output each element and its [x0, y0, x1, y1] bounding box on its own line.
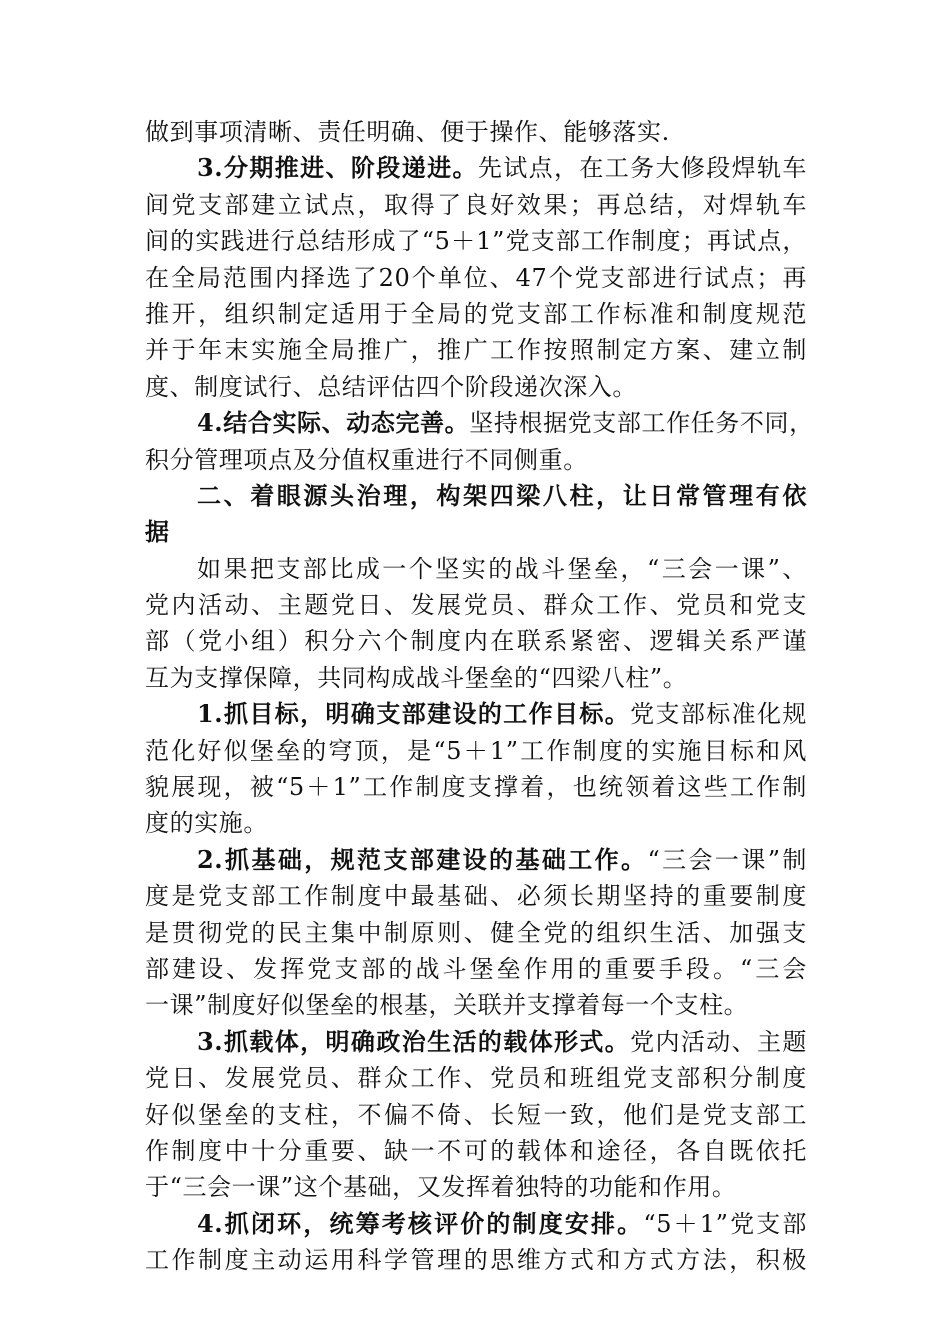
paragraph-first-line: [145, 405, 814, 441]
body-text-line: 互为支撑保障，共同构成战斗堡垒的“四梁八柱”。: [145, 663, 688, 692]
paragraph-lead-text: 党内活动、主题: [630, 1027, 808, 1056]
body-text-line: 部（党小组）积分六个制度内在联系紧密、逻辑关系严谨: [145, 627, 807, 656]
body-text-line: 做到事项清晰、责任明确、便于操作、能够落实.: [145, 118, 670, 146]
paragraph-lead-bold: 2.抓基础，规范支部建设的基础工作。: [197, 844, 648, 874]
body-text-line: 工作制度主动运用科学管理的思维方式和方式方法，积极: [145, 1246, 807, 1275]
paragraph-lead-text: “5＋1”党支部: [643, 1209, 807, 1238]
body-text-line: 范化好似堡垒的穹顶，是“5＋1”工作制度的实施目标和风: [145, 736, 807, 765]
body-text-line: 并于年末实施全局推广，推广工作按照制定方案、建立制: [145, 336, 807, 365]
paragraph-lead-bold: 4.抓闭环，统筹考核评价的制度安排。: [197, 1208, 644, 1238]
body-text-line: 间党支部建立试点，取得了良好效果；再总结，对焊轨车: [145, 190, 807, 219]
body-text-line: 于“三会一课”这个基础，又发挥着独特的功能和作用。: [145, 1173, 737, 1202]
paragraph-lead-bold: 4.结合实际、动态完善。: [197, 408, 470, 438]
document-body: [145, 114, 814, 1279]
body-text-line: 度是党支部工作制度中最基础、必须长期坚持的重要制度: [145, 882, 807, 911]
body-text-line: 间的实践进行总结形成了“5＋1”党支部工作制度；再试点，: [145, 227, 807, 256]
paragraph-lead-text: 先试点，在工务大修段焊轨车: [477, 154, 807, 183]
body-text-line: 貌展现，被“5＋1”工作制度支撑着，也统领着这些工作制: [145, 773, 807, 802]
paragraph-first-line: [145, 696, 807, 732]
body-text-line: 党内活动、主题党日、发展党员、群众工作、党员和党支: [145, 591, 807, 620]
body-text-line: 推开，组织制定适用于全局的党支部工作标准和制度规范: [145, 299, 807, 328]
paragraph-lead-bold: 1.抓目标，明确支部建设的工作目标。: [197, 699, 631, 729]
paragraph-first-line: [145, 842, 807, 878]
paragraph-first-line: [145, 150, 807, 186]
paragraph-first-line: [145, 1206, 807, 1242]
body-text-line: 度、制度试行、总结评估四个阶段递次深入。: [145, 372, 637, 401]
paragraph-lead-text: 坚持根据党支部工作任务不同，: [469, 409, 814, 438]
body-text-line: 积分管理项点及分值权重进行不同侧重。: [145, 445, 588, 474]
paragraph-lead-text: “三会一课”制: [647, 845, 807, 874]
body-text-line: 在全局范围内择选了20个单位、47个党支部进行试点；再: [145, 263, 807, 292]
section-heading-continued: 据: [145, 517, 170, 547]
paragraph-lead-bold: 3.分期推进、阶段递进。: [197, 153, 478, 183]
body-text-line: 一课”制度好似堡垒的根基，关联并支撑着每一个支柱。: [145, 991, 749, 1020]
body-text-line: 好似堡垒的支柱，不偏不倚、长短一致，他们是党支部工: [145, 1100, 807, 1129]
body-text-line: 是贯彻党的民主集中制原则、健全党的组织生活、加强支: [145, 918, 807, 947]
paragraph-first-line: [145, 1024, 807, 1060]
section-heading: 二、着眼源头治理，构架四梁八柱，让日常管理有依: [197, 480, 807, 510]
body-text-line: 部建设、发挥党支部的战斗堡垒作用的重要手段。“三会: [145, 954, 807, 983]
paragraph-lead-text: 党支部标准化规: [630, 700, 808, 729]
body-text-line: 度的实施。: [145, 809, 268, 838]
paragraph-lead-bold: 3.抓载体，明确政治生活的载体形式。: [197, 1026, 631, 1056]
body-text-line: 党日、发展党员、群众工作、党员和班组党支部积分制度: [145, 1064, 807, 1093]
body-text-line: 作制度中十分重要、缺一不可的载体和途径，各自既依托: [145, 1136, 807, 1165]
paragraph-first-line: 如果把支部比成一个坚实的战斗堡垒，“三会一课”、: [197, 554, 807, 583]
